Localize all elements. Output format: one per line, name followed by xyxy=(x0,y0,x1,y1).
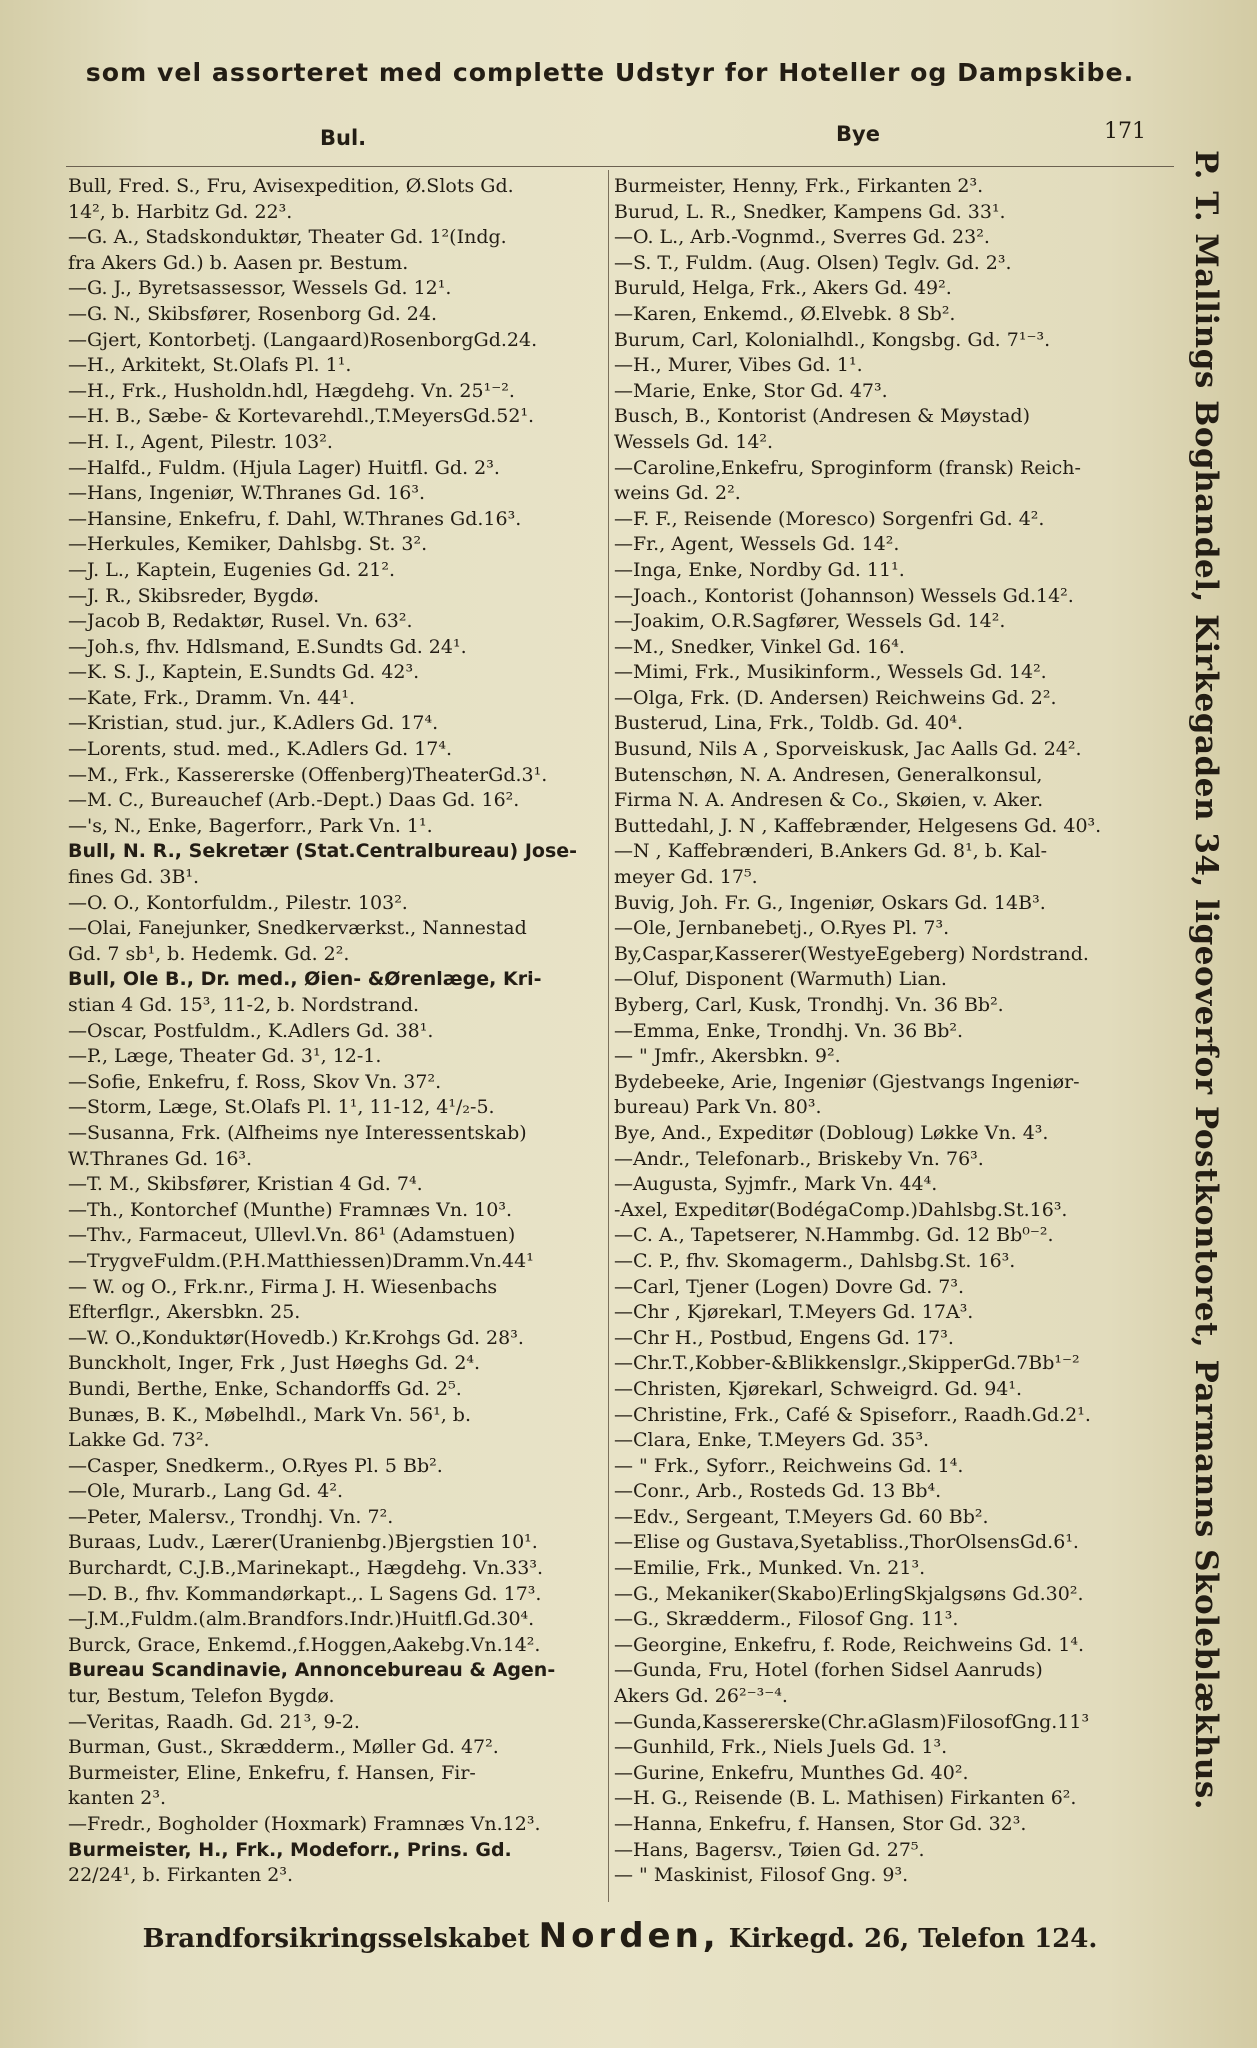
page-number: 171 xyxy=(1104,119,1146,144)
directory-line: Bunæs, B. K., Møbelhdl., Mark Vn. 56¹, b. xyxy=(68,1403,471,1426)
directory-line: —H., Murer, Vibes Gd. 1¹. xyxy=(614,354,863,377)
directory-line: —C. P., fhv. Skomagerm., Dahlsbg.St. 16³. xyxy=(614,1249,1016,1272)
directory-line: —T. M., Skibsfører, Kristian 4 Gd. 7⁴. xyxy=(68,1173,423,1196)
directory-line: —H. G., Reisende (B. L. Mathisen) Firkanten 6². xyxy=(614,1787,1077,1810)
directory-line: —Inga, Enke, Nordby Gd. 11¹. xyxy=(614,558,905,581)
directory-line: Bull, Fred. S., Fru, Avisexpedition, Ø.Slots Gd. xyxy=(68,175,514,197)
directory-line: Firma N. A. Andresen & Co., Skøien, v. Aker. xyxy=(614,789,1044,812)
footer-prefix: Brandforsikringsselskabet xyxy=(142,1924,530,1954)
directory-line: Butenschøn, N. A. Andresen, Generalkonsul, xyxy=(614,763,1043,786)
directory-line: —Emma, Enke, Trondhj. Vn. 36 Bb². xyxy=(614,1019,964,1042)
directory-line: meyer Gd. 17⁵. xyxy=(614,866,758,889)
side-advertisement xyxy=(1175,150,1237,1920)
directory-line: tur, Bestum, Telefon Bygdø. xyxy=(68,1685,335,1708)
left-column xyxy=(68,174,608,1889)
directory-line: —J. R., Skibsreder, Bygdø. xyxy=(68,584,320,607)
directory-line: —Hans, Bagersv., Tøien Gd. 27⁵. xyxy=(614,1838,925,1861)
directory-line: —Jacob B, Redaktør, Rusel. Vn. 63². xyxy=(68,610,413,633)
directory-line: —Marie, Enke, Stor Gd. 47³. xyxy=(614,379,888,402)
directory-line: fra Akers Gd.) b. Aasen pr. Bestum. xyxy=(68,251,409,274)
directory-line: Buvig, Joh. Fr. G., Ingeniør, Oskars Gd. 14B³. xyxy=(614,891,1046,914)
directory-line: —Halfd., Fuldm. (Hjula Lager) Huitfl. Gd. 2³. xyxy=(68,456,500,479)
directory-line: — " Jmfr., Akersbkn. 9². xyxy=(614,1045,841,1068)
directory-line: — W. og O., Frk.nr., Firma J. H. Wiesenbachs xyxy=(68,1275,498,1298)
directory-line: 14², b. Harbitz Gd. 22³. xyxy=(68,200,293,223)
directory-line: Bundi, Berthe, Enke, Schandorffs Gd. 2⁵. xyxy=(68,1377,462,1400)
directory-line: Burck, Grace, Enkemd.,f.Hoggen,Aakebg.Vn.14². xyxy=(68,1633,541,1656)
directory-line: —J. L., Kaptein, Eugenies Gd. 21². xyxy=(68,558,396,581)
directory-line: —Gjert, Kontorbetj. (Langaard)RosenborgGd.24. xyxy=(68,328,538,351)
directory-line: —Casper, Snedkerm., O.Ryes Pl. 5 Bb². xyxy=(68,1454,443,1477)
directory-line: —O. O., Kontorfuldm., Pilestr. 103². xyxy=(68,891,408,914)
directory-line: By,Caspar,Kasserer(WestyeEgeberg) Nordstrand. xyxy=(614,942,1089,965)
directory-line: —F. F., Reisende (Moresco) Sorgenfri Gd. 4². xyxy=(614,507,1045,530)
directory-line: Bydebeeke, Arie, Ingeniør (Gjestvangs Ingeniør- xyxy=(614,1070,1080,1093)
directory-line: Buttedahl, J. N , Kaffebrænder, Helgesens Gd. 40³. xyxy=(614,814,1102,837)
directory-line: —Gunhild, Frk., Niels Juels Gd. 1³. xyxy=(614,1736,948,1759)
right-column xyxy=(614,174,1190,1889)
directory-line: —'s, N., Enke, Bagerforr., Park Vn. 1¹. xyxy=(68,814,433,837)
directory-line: Bull, Ole B., Dr. med., Øien- &Ørenlæge, Kri- xyxy=(68,968,542,991)
directory-line: Lakke Gd. 73². xyxy=(68,1429,210,1452)
directory-line: Burmeister, Eline, Enkefru, f. Hansen, Fir- xyxy=(68,1761,476,1784)
directory-line: —Hanna, Enkefru, f. Hansen, Stor Gd. 32³. xyxy=(614,1813,1027,1835)
directory-line: —G. J., Byretsassessor, Wessels Gd. 12¹. xyxy=(68,277,452,300)
header-rule xyxy=(66,166,1174,167)
directory-line: — " Maskinist, Filosof Gng. 9³. xyxy=(614,1864,909,1887)
directory-line: Bye, And., Expeditør (Dobloug) Løkke Vn. 4³. xyxy=(614,1121,1049,1144)
directory-line: —Andr., Telefonarb., Briskeby Vn. 76³. xyxy=(614,1147,984,1170)
directory-line: —Olai, Fanejunker, Snedkerværkst., Nannestad xyxy=(68,917,527,940)
directory-line: —M., Snedker, Vinkel Gd. 16⁴. xyxy=(614,635,905,658)
directory-line: —Conr., Arb., Rosteds Gd. 13 Bb⁴. xyxy=(614,1480,942,1503)
directory-line: Efterflgr., Akersbkn. 25. xyxy=(68,1301,301,1324)
directory-line: —Herkules, Kemiker, Dahlsbg. St. 3². xyxy=(68,533,428,556)
directory-line: —Elise og Gustava,Syetabliss.,ThorOlsensGd.6¹. xyxy=(614,1531,1079,1554)
directory-line: —Veritas, Raadh. Gd. 21³, 9-2. xyxy=(68,1710,360,1733)
directory-line: —Peter, Malersv., Trondhj. Vn. 7². xyxy=(68,1505,394,1528)
directory-line: —K. S. J., Kaptein, E.Sundts Gd. 42³. xyxy=(68,661,420,684)
directory-line: —P., Læge, Theater Gd. 3¹, 12-1. xyxy=(68,1045,382,1068)
directory-line: —Fr., Agent, Wessels Gd. 14². xyxy=(614,533,900,556)
directory-line: —N , Kaffebrænderi, B.Ankers Gd. 8¹, b. Kal- xyxy=(614,840,1048,863)
directory-line: Busch, B., Kontorist (Andresen & Møystad) xyxy=(614,405,1031,428)
directory-line: stian 4 Gd. 15³, 11-2, b. Nordstrand. xyxy=(68,994,420,1016)
directory-line: Burmeister, Henny, Frk., Firkanten 2³. xyxy=(614,175,984,197)
directory-line: —M. C., Bureauchef (Arb.-Dept.) Daas Gd. 16². xyxy=(68,789,520,812)
directory-line: —Emilie, Frk., Munked. Vn. 21³. xyxy=(614,1557,926,1580)
directory-line: —Joakim, O.R.Sagfører, Wessels Gd. 14². xyxy=(614,610,1006,633)
directory-line: —Sofie, Enkefru, f. Ross, Skov Vn. 37². xyxy=(68,1070,442,1093)
directory-line: Burman, Gust., Skrædderm., Møller Gd. 47². xyxy=(68,1736,499,1759)
directory-line: —Olga, Frk. (D. Andersen) Reichweins Gd. 2². xyxy=(614,686,1057,709)
left-column-heading: Bul. xyxy=(320,126,367,150)
directory-line: —Edv., Sergeant, T.Meyers Gd. 60 Bb². xyxy=(614,1505,989,1528)
directory-line: —G. N., Skibsfører, Rosenborg Gd. 24. xyxy=(68,302,437,325)
directory-line: —TrygveFuldm.(P.H.Matthiessen)Dramm.Vn.44¹ xyxy=(68,1249,534,1272)
directory-line: Busund, Nils A , Sporveiskusk, Jac Aalls Gd. 24². xyxy=(614,738,1082,761)
top-banner: som vel assorteret med complette Udstyr for Hoteller og Dampskibe. xyxy=(85,58,1135,87)
directory-line: —G., Skrædderm., Filosof Gng. 11³. xyxy=(614,1608,959,1631)
directory-line: Burum, Carl, Kolonialhdl., Kongsbg. Gd. 7¹⁻³. xyxy=(614,328,1051,351)
directory-line: —Kristian, stud. jur., K.Adlers Gd. 17⁴. xyxy=(68,712,439,735)
directory-line: -Axel, Expeditør(BodégaComp.)Dahlsbg.St.16³. xyxy=(614,1198,1068,1221)
directory-line: —Christen, Kjørekarl, Schweigrd. Gd. 94¹. xyxy=(614,1377,1023,1400)
directory-line: —Carl, Tjener (Logen) Dovre Gd. 7³. xyxy=(614,1275,965,1298)
directory-line: —Kate, Frk., Dramm. Vn. 44¹. xyxy=(68,686,356,709)
directory-line: Burud, L. R., Snedker, Kampens Gd. 33¹. xyxy=(614,200,1006,223)
directory-line: Byberg, Carl, Kusk, Trondhj. Vn. 36 Bb². xyxy=(614,994,1004,1016)
directory-line: —Georgine, Enkefru, f. Rode, Reichweins Gd. 1⁴. xyxy=(614,1633,1084,1656)
directory-line: —G., Mekaniker(Skabo)ErlingSkjalgsøns Gd.30². xyxy=(614,1582,1084,1605)
directory-line: —Th., Kontorchef (Munthe) Framnæs Vn. 10³. xyxy=(68,1198,513,1221)
right-column-heading: Bye xyxy=(836,122,880,146)
directory-line: —Caroline,Enkefru, Sproginform (fransk) Reich- xyxy=(614,456,1081,479)
directory-line: —Susanna, Frk. (Alfheims nye Interessentskab) xyxy=(68,1121,527,1144)
directory-line: Buruld, Helga, Frk., Akers Gd. 49². xyxy=(614,277,952,300)
directory-line: —H. I., Agent, Pilestr. 103². xyxy=(68,430,333,453)
directory-line: —G. A., Stadskonduktør, Theater Gd. 1²(Indg. xyxy=(68,226,507,249)
directory-line: —Chr , Kjørekarl, T.Meyers Gd. 17A³. xyxy=(614,1301,974,1324)
directory-line: —Oscar, Postfuldm., K.Adlers Gd. 38¹. xyxy=(68,1019,434,1042)
directory-line: —Hansine, Enkefru, f. Dahl, W.Thranes Gd.16³. xyxy=(68,507,522,530)
directory-line: —Ole, Jernbanebetj., O.Ryes Pl. 7³. xyxy=(614,917,950,940)
directory-line: —Thv., Farmaceut, Ullevl.Vn. 86¹ (Adamstuen) xyxy=(68,1224,516,1247)
directory-line: weins Gd. 2². xyxy=(614,482,741,505)
side-advertisement-text: P. T. Mallings Boghandel, Kirkegaden 34, ligeoverfor Postkontoret, Parmanns Skoleblækhus. xyxy=(1188,150,1224,1811)
directory-line: —C. A., Tapetserer, N.Hammbg. Gd. 12 Bb⁰⁻². xyxy=(614,1224,1054,1247)
directory-line: —J.M.,Fuldm.(alm.Brandfors.Indr.)Huitfl.Gd.30⁴. xyxy=(68,1608,535,1631)
directory-line: —Mimi, Frk., Musikinform., Wessels Gd. 14². xyxy=(614,661,1047,684)
directory-line: — " Frk., Syforr., Reichweins Gd. 1⁴. xyxy=(614,1454,964,1477)
directory-line: —Hans, Ingeniør, W.Thranes Gd. 16³. xyxy=(68,482,426,505)
footer-address: Kirkegd. 26, Telefon 124. xyxy=(728,1924,1098,1954)
directory-line: —H., Arkitekt, St.Olafs Pl. 1¹. xyxy=(68,354,352,377)
directory-line: —Chr H., Postbud, Engens Gd. 17³. xyxy=(614,1326,954,1349)
directory-line: —Augusta, Syjmfr., Mark Vn. 44⁴. xyxy=(614,1173,938,1196)
directory-line: Bull, N. R., Sekretær (Stat.Centralbureau) Jose- xyxy=(68,840,578,863)
directory-line: —Joh.s, fhv. Hdlsmand, E.Sundts Gd. 24¹. xyxy=(68,635,467,658)
directory-line: Bunckholt, Inger, Frk , Just Høeghs Gd. 2⁴. xyxy=(68,1352,481,1375)
directory-line: Burchardt, C.J.B.,Marinekapt., Hægdehg. Vn.33³. xyxy=(68,1557,544,1580)
directory-line: —S. T., Fuldm. (Aug. Olsen) Teglv. Gd. 2³. xyxy=(614,251,1012,274)
directory-line: Wessels Gd. 14². xyxy=(614,430,774,453)
directory-line: —Gunda, Fru, Hotel (forhen Sidsel Aanruds) xyxy=(614,1659,1043,1682)
directory-line: Gd. 7 sb¹, b. Hedemk. Gd. 2². xyxy=(68,942,350,965)
directory-line: —Lorents, stud. med., K.Adlers Gd. 17⁴. xyxy=(68,738,453,761)
directory-line: Burmeister, H., Frk., Modeforr., Prins. Gd. xyxy=(68,1838,512,1861)
directory-line: —Gurine, Enkefru, Munthes Gd. 40². xyxy=(614,1761,969,1784)
directory-line: bureau) Park Vn. 80³. xyxy=(614,1096,822,1119)
directory-line: —Gunda,Kassererske(Chr.aGlasm)FilosofGng.11³ xyxy=(614,1710,1090,1733)
directory-line: —Oluf, Disponent (Warmuth) Lian. xyxy=(614,968,947,991)
column-divider xyxy=(608,170,609,1902)
directory-line: W.Thranes Gd. 16³. xyxy=(68,1147,253,1170)
directory-line: —M., Frk., Kassererske (Offenberg)TheaterGd.3¹. xyxy=(68,763,548,786)
directory-line: —Ole, Murarb., Lang Gd. 4². xyxy=(68,1480,343,1503)
directory-line: —D. B., fhv. Kommandørkapt.,. L Sagens Gd. 17³. xyxy=(68,1582,542,1605)
directory-line: —Storm, Læge, St.Olafs Pl. 1¹, 11-12, 4¹/₂-5. xyxy=(68,1096,495,1119)
directory-line: Buraas, Ludv., Lærer(Uranienbg.)Bjergstien 10¹. xyxy=(68,1531,538,1554)
directory-line: Busterud, Lina, Frk., Toldb. Gd. 40⁴. xyxy=(614,712,963,735)
directory-line: —Chr.T.,Kobber-&Blikkenslgr.,SkipperGd.7Bb¹⁻² xyxy=(614,1352,1080,1375)
footer-company-name: Norden, xyxy=(538,1916,720,1956)
directory-line: —W. O.,Konduktør(Hovedb.) Kr.Krohgs Gd. 28³. xyxy=(68,1326,524,1349)
directory-line: fines Gd. 3B¹. xyxy=(68,866,200,889)
directory-line: —Karen, Enkemd., Ø.Elvebk. 8 Sb². xyxy=(614,302,956,325)
directory-line: kanten 2³. xyxy=(68,1787,166,1810)
directory-line: Akers Gd. 26²⁻³⁻⁴. xyxy=(614,1685,788,1708)
directory-line: —Christine, Frk., Café & Spiseforr., Raadh.Gd.2¹. xyxy=(614,1403,1091,1426)
directory-line: 22/24¹, b. Firkanten 2³. xyxy=(68,1864,294,1887)
directory-line: —H., Frk., Husholdn.hdl, Hægdehg. Vn. 25¹⁻². xyxy=(68,379,515,402)
directory-line: —O. L., Arb.-Vognmd., Sverres Gd. 23². xyxy=(614,226,990,249)
directory-line: —Clara, Enke, T.Meyers Gd. 35³. xyxy=(614,1429,930,1452)
directory-line: —H. B., Sæbe- & Kortevarehdl.,T.MeyersGd.52¹. xyxy=(68,405,535,428)
directory-line: —Joach., Kontorist (Johannson) Wessels Gd.14². xyxy=(614,584,1074,607)
directory-line: Bureau Scandinavie, Annoncebureau & Agen- xyxy=(68,1659,556,1682)
bottom-banner xyxy=(60,1916,1180,1956)
directory-line: —Fredr., Bogholder (Hoxmark) Framnæs Vn.12³. xyxy=(68,1813,541,1835)
